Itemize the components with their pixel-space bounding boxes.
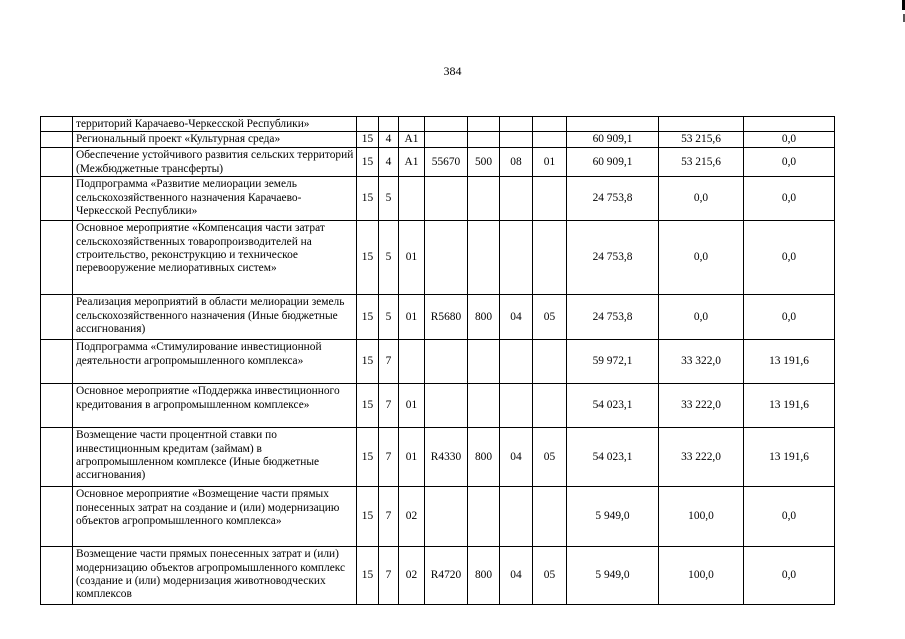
amount-year3-cell: 13 191,6 xyxy=(744,428,835,487)
expense-type-cell: 800 xyxy=(468,295,500,340)
subsection-cell: 05 xyxy=(533,547,567,605)
amount-year1-cell: 24 753,8 xyxy=(567,295,659,340)
program-code-cell: 15 xyxy=(357,177,379,221)
budget-table xyxy=(40,116,835,605)
table-row xyxy=(41,148,835,177)
activity-code-cell: 01 xyxy=(399,221,425,295)
amount-year2-cell: 33 222,0 xyxy=(659,428,744,487)
amount-year3-cell: 0,0 xyxy=(744,177,835,221)
program-code-cell: 15 xyxy=(357,148,379,177)
amount-year2-cell: 53 215,6 xyxy=(659,148,744,177)
item-name-cell: Реализация мероприятий в области мелиорации земель сельскохозяйственного назначения (Иные бюджетные ассигнования) xyxy=(73,295,357,340)
section-cell xyxy=(500,487,533,547)
expense-type-cell xyxy=(468,117,500,132)
subsection-cell xyxy=(533,221,567,295)
budget-table-body xyxy=(41,117,835,605)
item-name-cell: Возмещение части процентной ставки по инвестиционным кредитам (займам) в агропромышленном комплексе (Иные бюджетные ассигнования) xyxy=(73,428,357,487)
item-name-cell: Основное мероприятие «Поддержка инвестиционного кредитования в агропромышленном комплексе» xyxy=(73,384,357,428)
amount-year3-cell: 0,0 xyxy=(744,148,835,177)
table-row xyxy=(41,132,835,148)
expense-type-cell xyxy=(468,132,500,148)
amount-year3-cell: 0,0 xyxy=(744,132,835,148)
subsection-cell xyxy=(533,132,567,148)
direction-code-cell xyxy=(425,487,468,547)
expense-type-cell xyxy=(468,487,500,547)
amount-year1-cell: 24 753,8 xyxy=(567,177,659,221)
section-cell xyxy=(500,132,533,148)
amount-year3-cell: 13 191,6 xyxy=(744,384,835,428)
row-blank-cell xyxy=(41,487,73,547)
subsection-cell xyxy=(533,340,567,384)
section-cell: 04 xyxy=(500,547,533,605)
table-row xyxy=(41,428,835,487)
row-blank-cell xyxy=(41,117,73,132)
amount-year2-cell: 0,0 xyxy=(659,295,744,340)
direction-code-cell: R5680 xyxy=(425,295,468,340)
amount-year3-cell: 0,0 xyxy=(744,547,835,605)
section-cell xyxy=(500,117,533,132)
subprogram-code-cell: 7 xyxy=(379,384,399,428)
subprogram-code-cell: 7 xyxy=(379,428,399,487)
table-row xyxy=(41,177,835,221)
section-cell xyxy=(500,384,533,428)
program-code-cell xyxy=(357,117,379,132)
amount-year1-cell xyxy=(567,117,659,132)
amount-year1-cell: 24 753,8 xyxy=(567,221,659,295)
expense-type-cell: 800 xyxy=(468,547,500,605)
program-code-cell: 15 xyxy=(357,428,379,487)
amount-year2-cell: 0,0 xyxy=(659,221,744,295)
subprogram-code-cell: 4 xyxy=(379,132,399,148)
row-blank-cell xyxy=(41,295,73,340)
subprogram-code-cell: 7 xyxy=(379,487,399,547)
expense-type-cell: 800 xyxy=(468,428,500,487)
direction-code-cell: 55670 xyxy=(425,148,468,177)
subsection-cell xyxy=(533,117,567,132)
amount-year2-cell: 100,0 xyxy=(659,547,744,605)
activity-code-cell xyxy=(399,340,425,384)
table-row xyxy=(41,117,835,132)
activity-code-cell: 02 xyxy=(399,547,425,605)
activity-code-cell: 01 xyxy=(399,295,425,340)
program-code-cell: 15 xyxy=(357,340,379,384)
amount-year2-cell: 53 215,6 xyxy=(659,132,744,148)
subprogram-code-cell: 5 xyxy=(379,295,399,340)
row-blank-cell xyxy=(41,547,73,605)
section-cell: 04 xyxy=(500,428,533,487)
direction-code-cell xyxy=(425,117,468,132)
expense-type-cell xyxy=(468,340,500,384)
subsection-cell: 05 xyxy=(533,428,567,487)
amount-year1-cell: 59 972,1 xyxy=(567,340,659,384)
program-code-cell: 15 xyxy=(357,384,379,428)
direction-code-cell xyxy=(425,177,468,221)
direction-code-cell xyxy=(425,340,468,384)
subprogram-code-cell: 5 xyxy=(379,221,399,295)
direction-code-cell xyxy=(425,384,468,428)
table-row xyxy=(41,340,835,384)
item-name-cell: территорий Карачаево-Черкесской Республики» xyxy=(73,117,357,132)
section-cell xyxy=(500,221,533,295)
subsection-cell xyxy=(533,487,567,547)
item-name-cell: Возмещение части прямых понесенных затрат и (или) модернизацию объектов агропромышленного комплекс (создание и (или) модернизация животноводческих комплексов xyxy=(73,547,357,605)
expense-type-cell: 500 xyxy=(468,148,500,177)
amount-year2-cell: 33 222,0 xyxy=(659,384,744,428)
section-cell: 04 xyxy=(500,295,533,340)
item-name-cell: Подпрограмма «Развитие мелиорации земель сельскохозяйственного назначения Карачаево-Черкесской Республики» xyxy=(73,177,357,221)
row-blank-cell xyxy=(41,384,73,428)
direction-code-cell: R4720 xyxy=(425,547,468,605)
item-name-cell: Основное мероприятие «Возмещение части прямых понесенных затрат на создание и (или) модернизацию объектов агропромышленного комплекса» xyxy=(73,487,357,547)
amount-year2-cell: 100,0 xyxy=(659,487,744,547)
activity-code-cell: А1 xyxy=(399,132,425,148)
subsection-cell xyxy=(533,177,567,221)
amount-year1-cell: 54 023,1 xyxy=(567,384,659,428)
subsection-cell: 01 xyxy=(533,148,567,177)
section-cell: 08 xyxy=(500,148,533,177)
row-blank-cell xyxy=(41,177,73,221)
subprogram-code-cell: 4 xyxy=(379,148,399,177)
program-code-cell: 15 xyxy=(357,132,379,148)
row-blank-cell xyxy=(41,132,73,148)
expense-type-cell xyxy=(468,221,500,295)
section-cell xyxy=(500,340,533,384)
amount-year2-cell xyxy=(659,117,744,132)
row-blank-cell xyxy=(41,148,73,177)
expense-type-cell xyxy=(468,177,500,221)
subsection-cell: 05 xyxy=(533,295,567,340)
amount-year3-cell: 0,0 xyxy=(744,295,835,340)
subprogram-code-cell: 5 xyxy=(379,177,399,221)
program-code-cell: 15 xyxy=(357,547,379,605)
amount-year3-cell: 0,0 xyxy=(744,487,835,547)
amount-year3-cell: 0,0 xyxy=(744,221,835,295)
activity-code-cell: 01 xyxy=(399,428,425,487)
activity-code-cell: А1 xyxy=(399,148,425,177)
activity-code-cell: 01 xyxy=(399,384,425,428)
amount-year1-cell: 5 949,0 xyxy=(567,547,659,605)
subprogram-code-cell: 7 xyxy=(379,547,399,605)
amount-year3-cell: 13 191,6 xyxy=(744,340,835,384)
program-code-cell: 15 xyxy=(357,487,379,547)
amount-year1-cell: 5 949,0 xyxy=(567,487,659,547)
amount-year2-cell: 33 322,0 xyxy=(659,340,744,384)
page-number: 384 xyxy=(443,64,462,78)
direction-code-cell xyxy=(425,221,468,295)
table-row xyxy=(41,295,835,340)
amount-year3-cell xyxy=(744,117,835,132)
row-blank-cell xyxy=(41,340,73,384)
item-name-cell: Подпрограмма «Стимулирование инвестиционной деятельности агропромышленного комплекса» xyxy=(73,340,357,384)
row-blank-cell xyxy=(41,428,73,487)
item-name-cell: Региональный проект «Культурная среда» xyxy=(73,132,357,148)
activity-code-cell xyxy=(399,177,425,221)
expense-type-cell xyxy=(468,384,500,428)
direction-code-cell: R4330 xyxy=(425,428,468,487)
subprogram-code-cell: 7 xyxy=(379,340,399,384)
subprogram-code-cell xyxy=(379,117,399,132)
table-row xyxy=(41,487,835,547)
program-code-cell: 15 xyxy=(357,221,379,295)
table-row xyxy=(41,384,835,428)
item-name-cell: Основное мероприятие «Компенсация части затрат сельскохозяйственных товаропроизводителей на строительство, реконструкцию и техническое перевооружение мелиоративных систем» xyxy=(73,221,357,295)
item-name-cell: Обеспечение устойчивого развития сельских территорий (Межбюджетные трансферты) xyxy=(73,148,357,177)
direction-code-cell xyxy=(425,132,468,148)
table-row xyxy=(41,547,835,605)
activity-code-cell: 02 xyxy=(399,487,425,547)
table-row xyxy=(41,221,835,295)
activity-code-cell xyxy=(399,117,425,132)
amount-year1-cell: 54 023,1 xyxy=(567,428,659,487)
subsection-cell xyxy=(533,384,567,428)
amount-year1-cell: 60 909,1 xyxy=(567,148,659,177)
row-blank-cell xyxy=(41,221,73,295)
amount-year1-cell: 60 909,1 xyxy=(567,132,659,148)
program-code-cell: 15 xyxy=(357,295,379,340)
section-cell xyxy=(500,177,533,221)
amount-year2-cell: 0,0 xyxy=(659,177,744,221)
